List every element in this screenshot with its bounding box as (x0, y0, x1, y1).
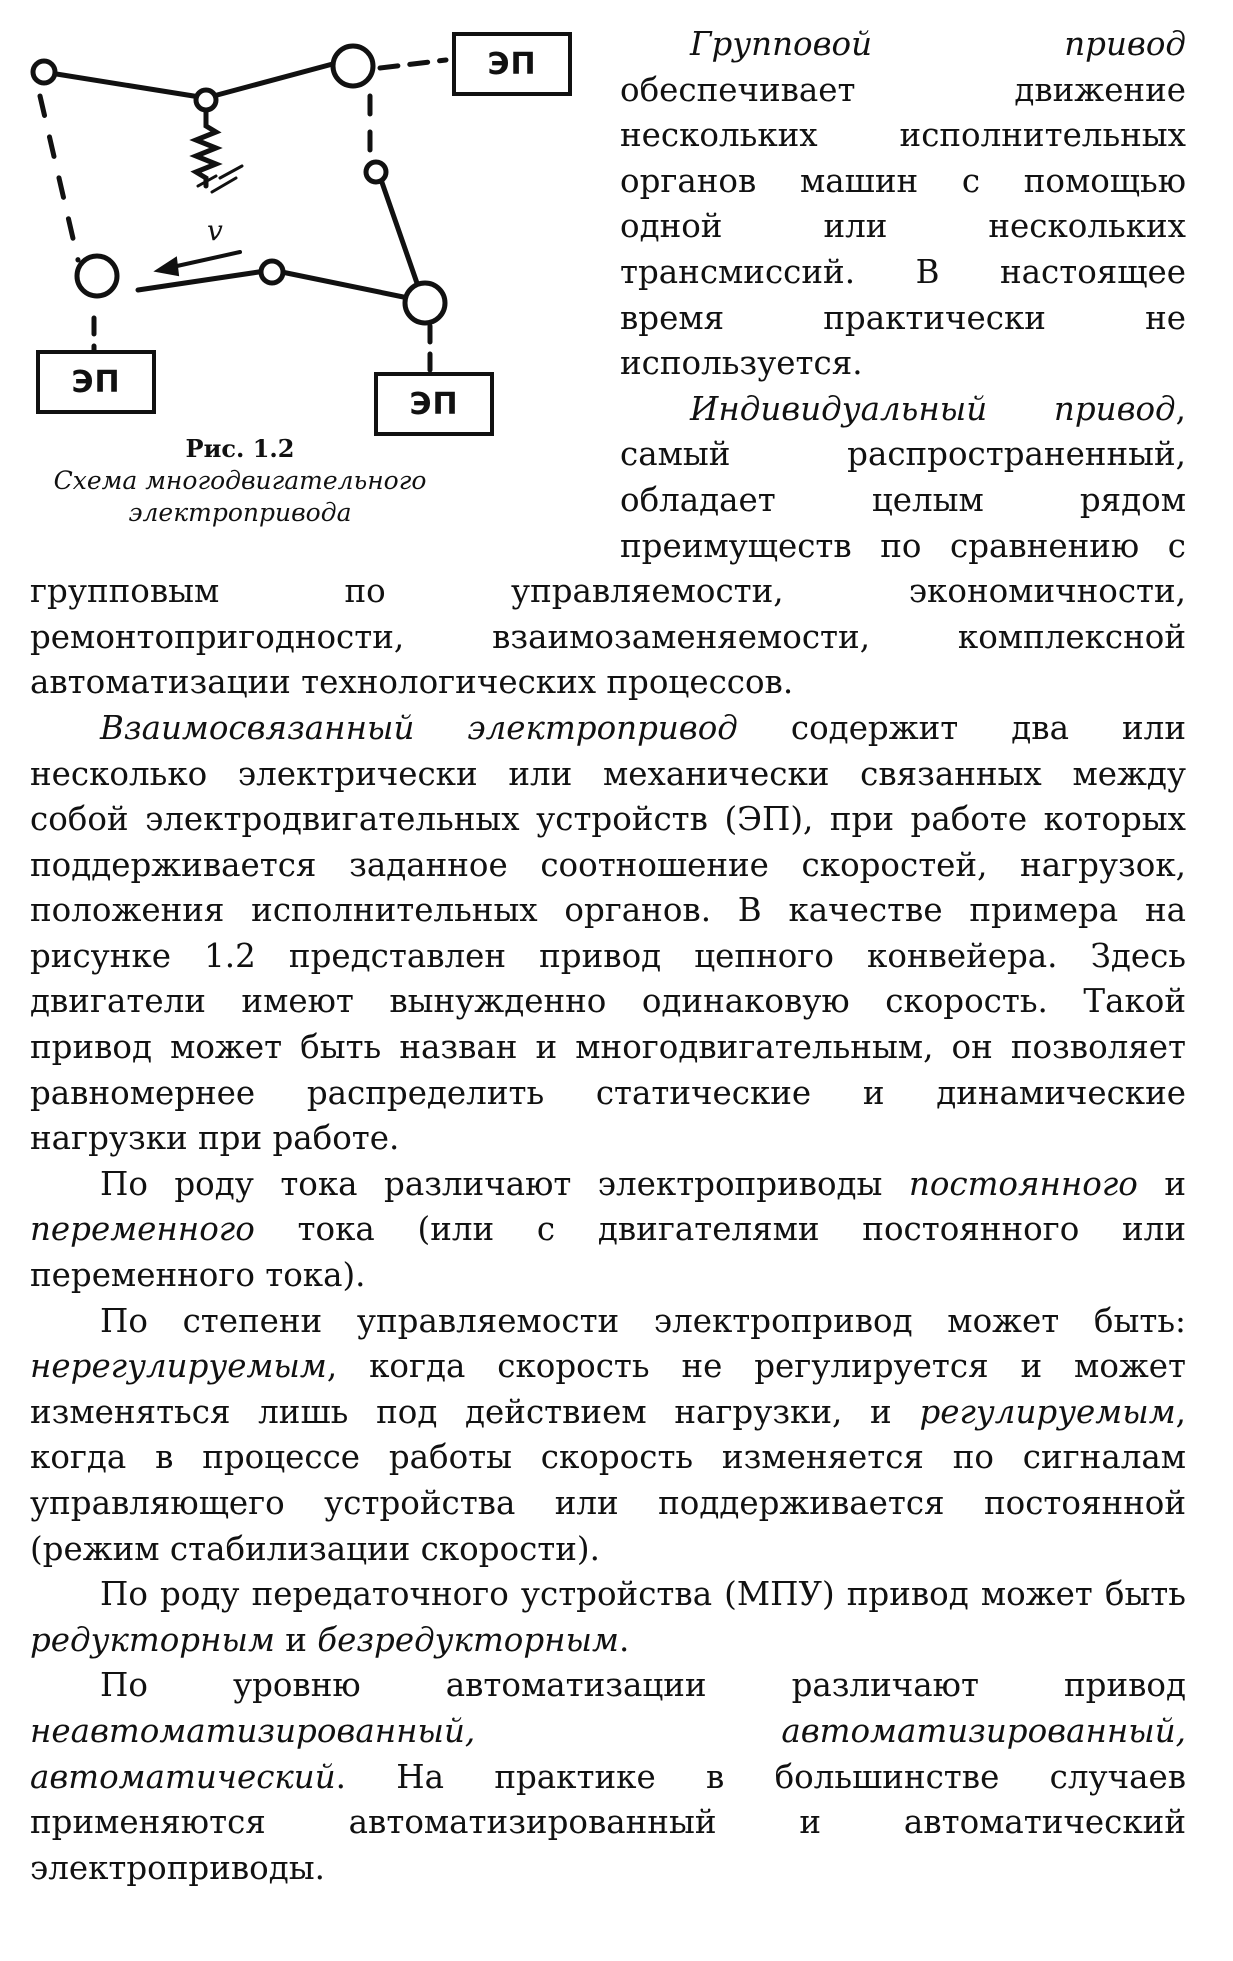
term: Взаимосвязанный электропривод (100, 708, 738, 747)
text-run: и (274, 1620, 318, 1659)
text-run: По степени управляемости электропривод может быть: (100, 1301, 1186, 1340)
text-run: , самый распространенный, обладает целым рядом преимуществ по сравнению с групповым по управляемости, экономичности, ремонтопригодности, взаимозаменяемости, комплексной автоматизации технологических процессов. (30, 389, 1186, 702)
term: нерегулируемым (30, 1347, 327, 1386)
text-run: обеспечивает движение нескольких исполнительных органов машин с помощью одной или нескольких трансмиссий. В настоящее время практически не используется. (620, 70, 1186, 383)
paragraph-controllability (30, 1299, 1186, 1573)
caption-line-1: Схема многодвигательного (53, 466, 427, 495)
ep-box-bottom: ЭП (374, 372, 494, 436)
text-run: , когда скорость не регулируется и может изменяться лишь под действием нагрузки, и (30, 1347, 1186, 1431)
paragraph-interconnected-drive (30, 706, 1186, 1162)
figure-spacer (30, 22, 620, 547)
ep-box-top: ЭП (452, 32, 572, 96)
text-run: , когда в процессе работы скорость изменяется по сигналам управляющего устройства или поддерживается постоянной (режим стабилизации скорости). (30, 1392, 1186, 1568)
term: переменного (30, 1210, 255, 1249)
paragraph-transmission (30, 1572, 1186, 1663)
text-run: По уровню автоматизации различают привод (100, 1666, 1186, 1705)
text-run: и (1137, 1164, 1186, 1203)
paragraph-automation (30, 1663, 1186, 1891)
term: регулируемым (919, 1392, 1176, 1431)
text-run: По роду передаточного устройства (МПУ) привод может быть (100, 1575, 1186, 1614)
text-run: . (618, 1620, 630, 1659)
term: Групповой привод (690, 25, 1186, 63)
text-run: По роду тока различают электроприводы (100, 1164, 909, 1203)
term: редукторным (30, 1620, 275, 1659)
ep-box-left: ЭП (36, 350, 156, 414)
text-run: тока (или с двигателями постоянного или переменного тока). (30, 1210, 1186, 1295)
term: Индивидуальный привод (690, 389, 1176, 428)
velocity-label: v (207, 214, 223, 247)
caption-line-2: электропривода (128, 498, 352, 527)
text-run: . На практике в большинстве случаев применяются автоматизированный и автоматический электроприводы. (30, 1757, 1186, 1887)
term: безредукторным (317, 1620, 619, 1659)
body-text (30, 22, 1186, 1891)
caption-number: Рис. 1.2 (185, 434, 295, 463)
paragraph-current-type (30, 1162, 1186, 1299)
term: неавтоматизированный, автоматизированный, автоматический (30, 1711, 1186, 1796)
term: постоянного (908, 1164, 1138, 1203)
text-run: содержит два или несколько электрически или механически связанных между собой электродвигательных устройств (ЭП), при работе которых поддерживается заданное соотношение скоростей, нагрузок, положения исполнительных органов. В качестве примера на рисунке 1.2 представлен привод цепного конвейера. Здесь двигатели имеют вынужденно одинаковую скорость. Такой привод может быть назван и многодвигательным, он позволяет равномернее распределить статические и динамические нагрузки при работе. (30, 708, 1186, 1158)
